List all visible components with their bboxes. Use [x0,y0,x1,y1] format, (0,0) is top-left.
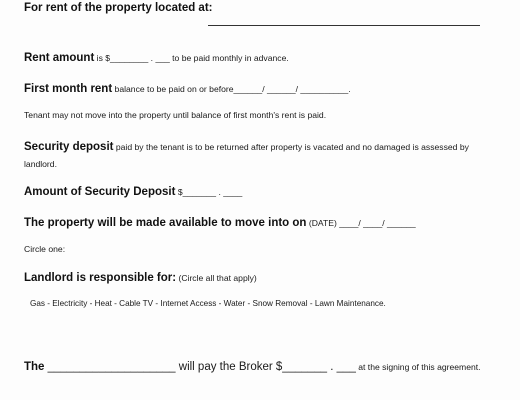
security-deposit-label: Security deposit [24,141,114,153]
availability-label: The property will be made available to move into on [24,217,307,229]
tenant-note: Tenant may not move into the property until balance of first month's rent is paid. [24,110,327,120]
property-address-line[interactable] [208,25,480,26]
landlord-responsible-label: Landlord is responsible for: [24,272,177,284]
broker-text: at the signing of this agreement. [355,362,481,372]
availability-text: (DATE) ____/ ____/ ______ [306,218,416,228]
rent-amount-text: is $________ . ___ to be paid monthly in advance. [94,53,289,63]
security-deposit-row [24,138,494,172]
amount-security-deposit-label: Amount of Security Deposit [24,186,176,198]
security-deposit-text: paid by the tenant is to be returned after property is vacated and no damaged is assessed by landlord. [24,142,469,169]
first-month-rent-label: First month rent [24,83,113,95]
property-heading: For rent of the property located at: [24,2,213,14]
broker-label-mid: will pay the Broker $_______ . ___ [178,361,356,373]
first-month-rent-row [24,78,351,97]
broker-row [24,356,481,375]
broker-blank[interactable]: ____________________ [44,361,179,373]
landlord-responsible-row [24,267,257,286]
rent-amount-row [24,47,289,66]
first-month-rent-text: balance to be paid on or before______/ ______/ __________. [112,84,351,94]
amount-security-deposit-row [24,181,242,200]
broker-label-start: The [24,361,45,373]
amount-security-deposit-text: $_______ . ____ [175,187,243,197]
rent-amount-label: Rent amount [24,52,95,64]
availability-row [24,212,416,231]
landlord-responsible-text: (Circle all that apply) [176,273,257,283]
circle-one: Circle one: [24,244,66,254]
utilities-list[interactable]: Gas - Electricity - Heat - Cable TV - Internet Access - Water - Snow Removal - Lawn Maintenance. [30,299,386,308]
